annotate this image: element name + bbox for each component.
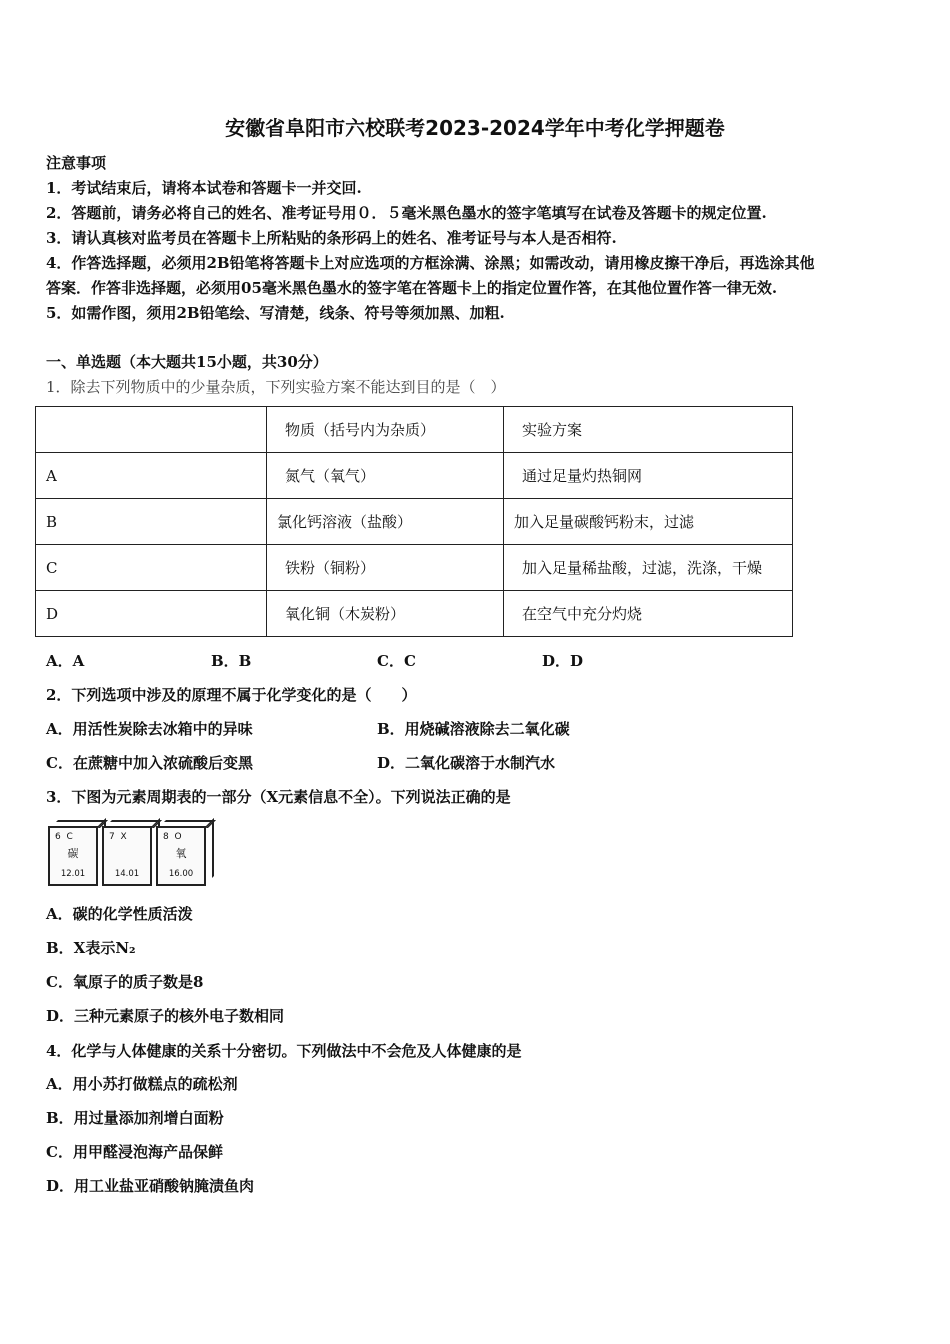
table-cell: D [36, 591, 267, 637]
q1-option-d: D．D [542, 652, 584, 670]
table-header: 实验方案 [504, 407, 793, 453]
element-number: 8 O [163, 832, 182, 842]
notice-item: 答案．作答非选择题，必须用05毫米黑色墨水的签字笔在答题卡上的指定位置作答，在其他位置作答一律无效. [46, 279, 778, 297]
q1-option-a: A．A [46, 652, 85, 670]
page-title: 安徽省阜阳市六校联考2023-2024学年中考化学押题卷 [225, 116, 725, 140]
table-cell: A [36, 453, 267, 499]
table-cell: 铁粉（铜粉） [267, 545, 504, 591]
table-cell: 通过足量灼热铜网 [504, 453, 793, 499]
element-name: 碳 [67, 847, 79, 860]
notice-item: 5．如需作图，须用2B铅笔绘、写清楚，线条、符号等须加黑、加粗. [46, 304, 505, 322]
q2-option-b: B．用烧碱溶液除去二氧化碳 [377, 720, 570, 738]
element-number: 6 C [55, 832, 73, 842]
q2-option-d: D．二氧化碳溶于水制汽水 [377, 754, 556, 772]
q2-option-c: C．在蔗糖中加入浓硫酸后变黑 [46, 754, 253, 772]
notice-item: 4．作答选择题，必须用2B铅笔将答题卡上对应选项的方框涂满、涂黑；如需改动，请用橡皮擦干净后，再选涂其他 [46, 254, 815, 272]
periodic-table-fragment [46, 818, 218, 888]
table-row [36, 591, 793, 637]
element-cell-x [102, 826, 152, 886]
table-cell: 在空气中充分灼烧 [504, 591, 793, 637]
table-cell: 氧化铜（木炭粉） [267, 591, 504, 637]
element-cell-carbon [48, 826, 98, 886]
table-cell: B [36, 499, 267, 545]
table-row [36, 407, 793, 453]
q4-stem: 4．化学与人体健康的关系十分密切。下列做法中不会危及人体健康的是 [46, 1042, 522, 1060]
notice-heading: 注意事项 [46, 154, 107, 172]
element-mass: 12.01 [60, 869, 86, 879]
notice-item: 2．答题前，请务必将自己的姓名、准考证号用０．５毫米黑色墨水的签字笔填写在试卷及答题卡的规定位置. [46, 204, 767, 222]
table-cell: 氯化钙溶液（盐酸） [267, 499, 504, 545]
table-cell: 加入足量稀盐酸，过滤，洗涤，干燥 [504, 545, 793, 591]
table-cell: C [36, 545, 267, 591]
q1-option-c: C．C [377, 652, 416, 670]
table-row [36, 499, 793, 545]
q2-stem: 2．下列选项中涉及的原理不属于化学变化的是（ ） [46, 686, 417, 704]
element-cell-oxygen [156, 826, 206, 886]
table-cell: 氮气（氧气） [267, 453, 504, 499]
table-cell [36, 407, 267, 453]
q4-option-d: D．用工业盐亚硝酸钠腌渍鱼肉 [46, 1177, 255, 1195]
section-heading: 一、单选题（本大题共15小题，共30分） [46, 353, 328, 371]
q1-option-b: B．B [211, 652, 252, 670]
element-number: 7 X [109, 832, 127, 842]
notice-item: 3．请认真核对监考员在答题卡上所粘贴的条形码上的姓名、准考证号与本人是否相符. [46, 229, 617, 247]
table-row [36, 545, 793, 591]
q3-option-c: C．氧原子的质子数是8 [46, 973, 204, 991]
notice-item: 1．考试结束后，请将本试卷和答题卡一并交回. [46, 179, 362, 197]
q2-option-a: A．用活性炭除去冰箱中的异味 [46, 720, 253, 738]
q4-option-b: B．用过量添加剂增白面粉 [46, 1109, 224, 1127]
q4-option-c: C．用甲醛浸泡海产品保鲜 [46, 1143, 223, 1161]
q3-option-d: D．三种元素原子的核外电子数相同 [46, 1007, 285, 1025]
element-name: 氧 [175, 847, 187, 860]
q1-stem: 1．除去下列物质中的少量杂质，下列实验方案不能达到目的是（ ） [46, 378, 506, 396]
q3-stem: 3．下图为元素周期表的一部分（X元素信息不全）。下列说法正确的是 [46, 788, 511, 806]
element-mass: 16.00 [168, 869, 194, 879]
element-mass: 14.01 [114, 869, 140, 879]
table-header: 物质（括号内为杂质） [267, 407, 504, 453]
q4-option-a: A．用小苏打做糕点的疏松剂 [46, 1075, 238, 1093]
q3-option-b: B．X表示N₂ [46, 939, 136, 957]
q1-table [35, 406, 793, 637]
table-cell: 加入足量碳酸钙粉末，过滤 [504, 499, 793, 545]
q3-option-a: A．碳的化学性质活泼 [46, 905, 193, 923]
table-row [36, 453, 793, 499]
